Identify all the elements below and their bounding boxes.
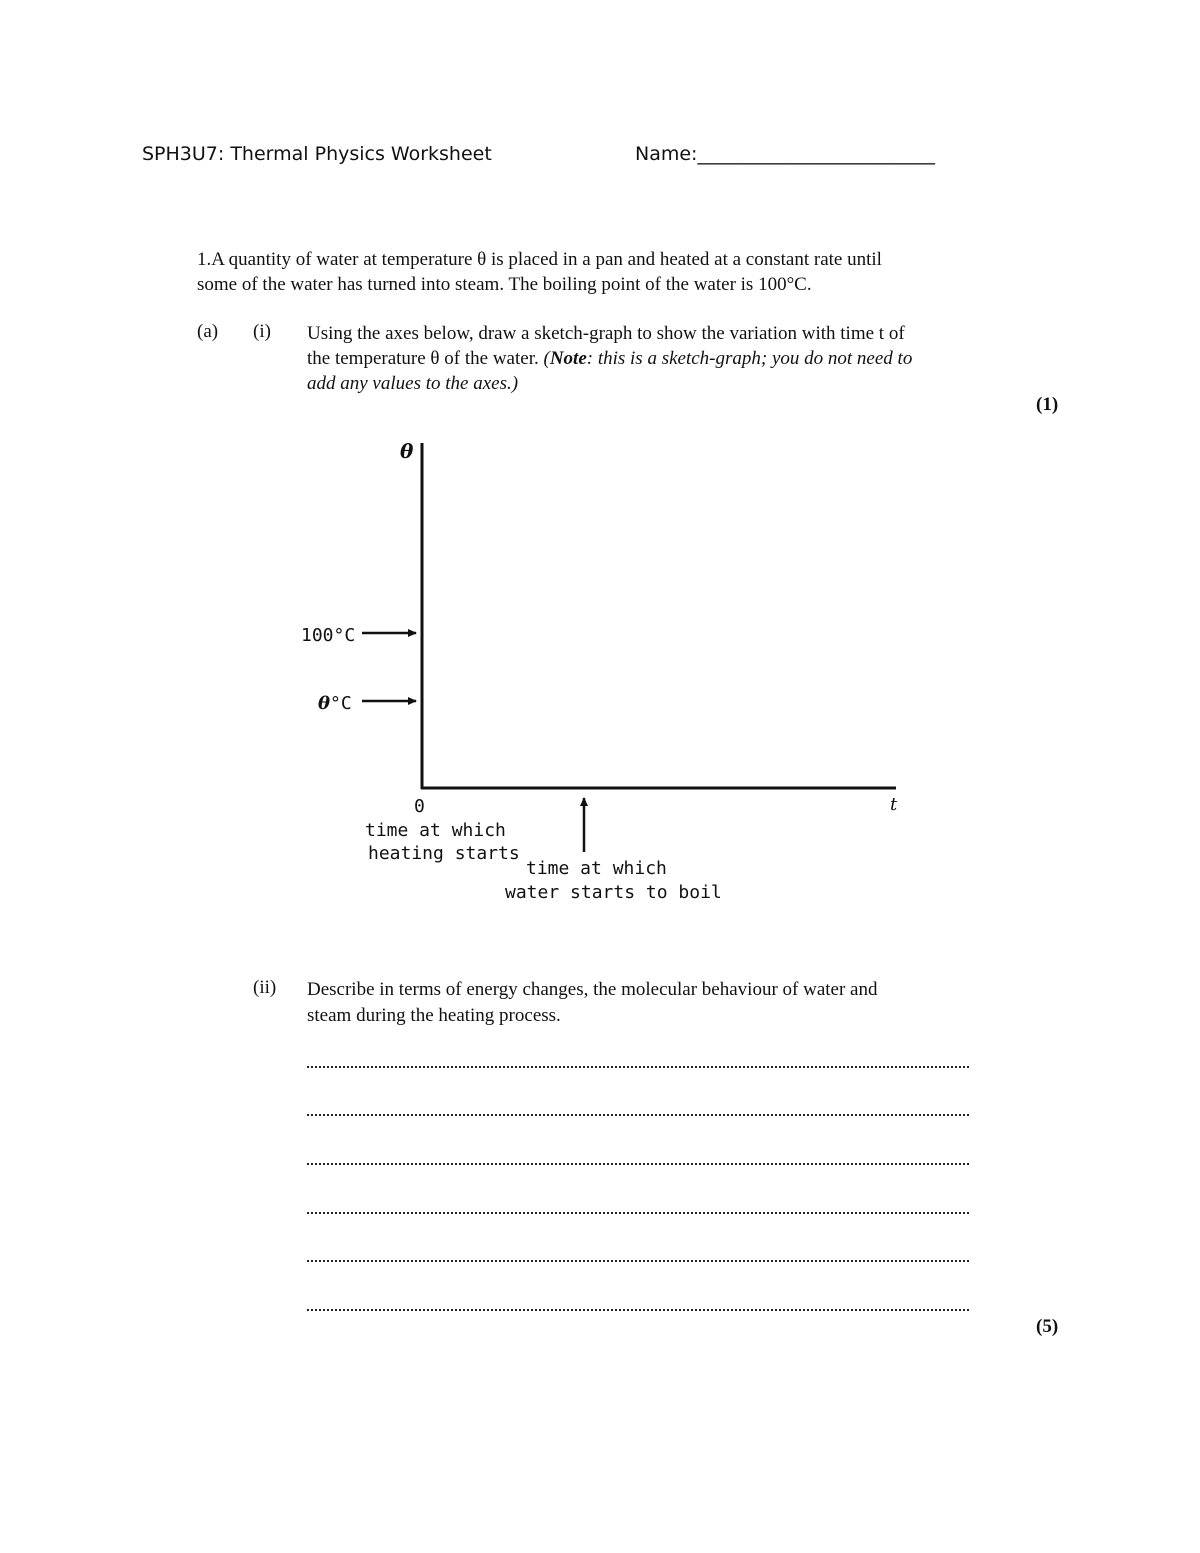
part-ii-label: (ii): [253, 977, 277, 998]
intro-line-2: some of the water has turned into steam. The boiling point of the water is 100°C.: [197, 274, 812, 295]
answer-line[interactable]: [307, 1260, 969, 1262]
marker-100-label: 100°C: [301, 625, 356, 646]
start-label-line-1: time at which: [365, 820, 506, 841]
name-field: Name:_________________________: [635, 143, 935, 165]
part-i-marks: (1): [1036, 394, 1059, 415]
x-axis-label: t: [890, 794, 898, 815]
boil-label-line-1: time at which: [526, 858, 667, 879]
marker-theta-symbol: θ: [318, 693, 331, 714]
part-ii-marks: (5): [1036, 1316, 1059, 1337]
start-label-line-2: heating starts: [368, 843, 520, 864]
part-i-label: (i): [253, 321, 271, 342]
part-i-line-1: Using the axes below, draw a sketch-graph to show the variation with time t of: [307, 323, 905, 344]
part-i-line-2-italic: : this is a sketch-graph; you do not need to: [586, 348, 913, 369]
answer-line[interactable]: [307, 1163, 969, 1165]
part-ii-line-1: Describe in terms of energy changes, the molecular behaviour of water and: [307, 979, 878, 1000]
part-i-line-3: add any values to the axes.): [307, 373, 519, 394]
answer-line[interactable]: [307, 1114, 969, 1116]
answer-line[interactable]: [307, 1212, 969, 1214]
boil-label-line-2: water starts to boil: [505, 882, 722, 903]
answer-line[interactable]: [307, 1066, 969, 1068]
part-a-label: (a): [197, 321, 219, 342]
note-label: Note: [549, 348, 587, 369]
intro-line-1: 1.A quantity of water at temperature θ is placed in a pan and heated at a constant rate until: [197, 249, 882, 270]
part-i-line-2-plain: the temperature θ of the water.: [307, 348, 544, 369]
part-i-line-2-open: (: [543, 348, 550, 369]
worksheet-title: SPH3U7: Thermal Physics Worksheet: [142, 143, 492, 165]
origin-label: 0: [414, 796, 425, 817]
answer-line[interactable]: [307, 1309, 969, 1311]
marker-theta-unit: °C: [330, 693, 352, 714]
part-ii-instructions: [307, 977, 877, 1029]
part-ii-line-2: steam during the heating process.: [307, 1005, 561, 1026]
y-axis-label: θ: [400, 439, 414, 463]
marker-theta-label: [318, 693, 352, 714]
